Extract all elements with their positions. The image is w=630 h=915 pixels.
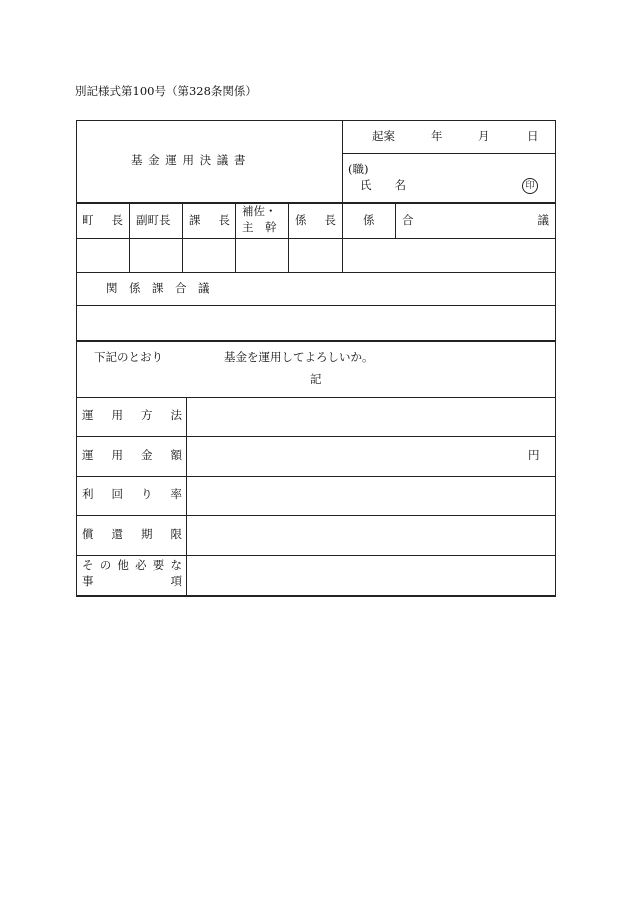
consultation-char: 議	[537, 213, 549, 227]
amount-unit: 円	[528, 448, 540, 462]
approval-section-chief	[189, 215, 230, 227]
approval-label: 係	[295, 213, 307, 227]
post-label: (職)	[348, 162, 369, 176]
approval-deputy-mayor: 副町長	[136, 213, 171, 227]
approval-mayor	[82, 215, 123, 227]
divider	[76, 397, 556, 398]
approval-assistant: 補佐・	[242, 204, 277, 218]
approval-label: 長	[324, 213, 336, 227]
divider	[395, 203, 396, 238]
period-label: 償還期限	[82, 527, 182, 541]
form-number-label: 別記様式第100号（第328条関係）	[75, 84, 257, 98]
year-label: 年	[431, 129, 443, 143]
divider	[76, 272, 556, 273]
day-label: 日	[527, 129, 539, 143]
divider	[235, 203, 236, 272]
approval-label: 町	[82, 213, 94, 227]
approval-assistant-sub: 主 幹	[242, 220, 277, 234]
other-char: 項	[170, 574, 182, 588]
divider	[342, 120, 343, 272]
divider	[76, 555, 556, 556]
month-label: 月	[478, 129, 490, 143]
consultation-char: 合	[402, 213, 414, 227]
body-question: 基金を運用してよろしいか。	[224, 350, 374, 364]
ki-label: 記	[310, 372, 322, 386]
name-label: 氏 名	[360, 178, 406, 192]
date-label: 起案	[372, 129, 395, 143]
amount-label: 運用金額	[82, 448, 182, 462]
form-title: 基 金 運 用 決 議 書	[131, 153, 247, 167]
divider	[76, 436, 556, 437]
approval-label: 長	[111, 213, 123, 227]
divider	[129, 203, 130, 272]
divider	[76, 238, 556, 239]
body-lead: 下記のとおり	[94, 350, 163, 364]
divider	[288, 203, 289, 272]
method-label: 運用方法	[82, 408, 182, 422]
divider	[76, 202, 556, 204]
divider	[76, 515, 556, 516]
divider	[76, 305, 556, 306]
divider	[76, 340, 556, 342]
approval-subsection-chief	[295, 215, 336, 227]
divider	[186, 397, 187, 596]
approval-label: 課	[189, 213, 201, 227]
other-label-sub	[82, 576, 182, 588]
approval-staff: 係	[363, 213, 375, 227]
other-char: 事	[82, 574, 94, 588]
consultation-label	[402, 215, 549, 227]
divider	[182, 203, 183, 272]
other-label: その他必要な	[82, 558, 182, 572]
related-sections-label: 関 係 課 合 議	[106, 281, 210, 295]
seal-mark: 印	[522, 178, 538, 194]
approval-label: 長	[218, 213, 230, 227]
divider	[76, 476, 556, 477]
divider	[342, 153, 556, 154]
rate-label: 利回り率	[82, 487, 182, 501]
